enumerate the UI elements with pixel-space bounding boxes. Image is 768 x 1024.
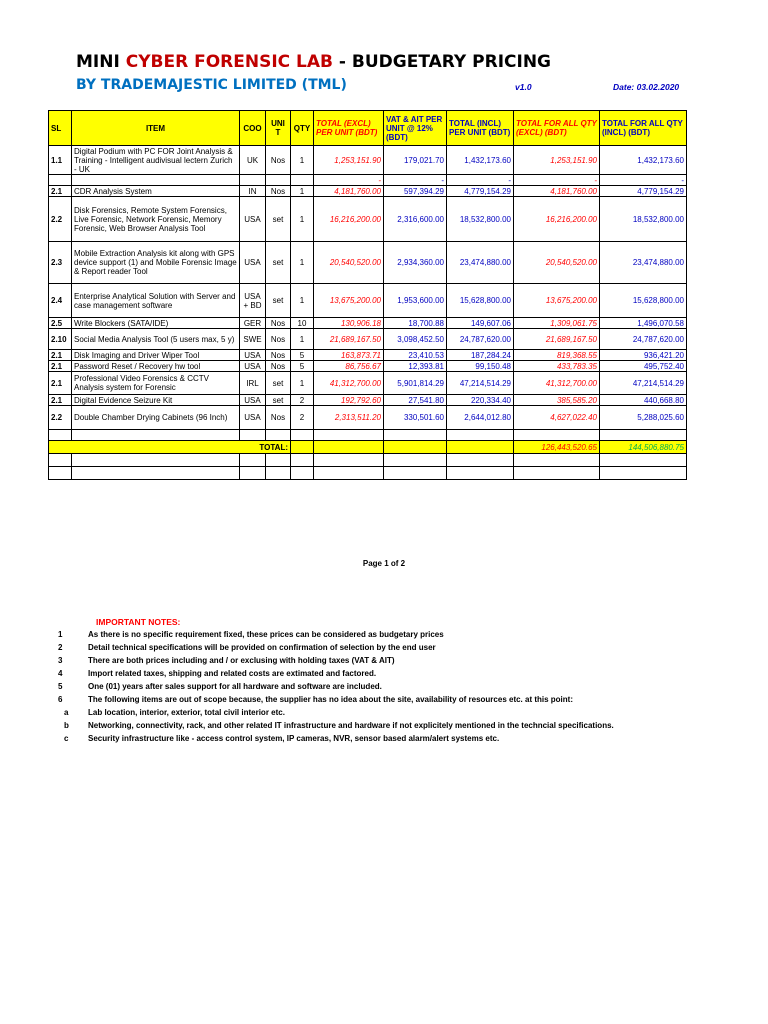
cell-item: Password Reset / Recovery hw tool xyxy=(72,361,240,372)
cell-excl-all: - xyxy=(514,175,600,186)
cell-unit: Nos xyxy=(266,146,291,175)
col-sl: SL xyxy=(49,111,72,146)
cell-sl: 2.1 xyxy=(49,361,72,372)
cell-sl: 2.1 xyxy=(49,395,72,406)
cell-incl-all: 440,668.80 xyxy=(600,395,687,406)
note-number: 3 xyxy=(58,656,63,665)
cell-qty: 1 xyxy=(291,329,314,350)
table-row-empty xyxy=(49,467,687,480)
cell-vat: 597,394.29 xyxy=(384,186,447,197)
cell-excl-unit: 16,216,200.00 xyxy=(314,197,384,242)
cell-excl-unit: 20,540,520.00 xyxy=(314,242,384,284)
cell-vat: 23,410.53 xyxy=(384,350,447,361)
col-excl-all: TOTAL FOR ALL QTY (EXCL) (BDT) xyxy=(514,111,600,146)
cell-excl-all: 4,627,022.40 xyxy=(514,406,600,430)
note-letter: b xyxy=(64,721,69,730)
table-row xyxy=(49,395,687,406)
cell-qty: 10 xyxy=(291,318,314,329)
cell-unit: Nos xyxy=(266,318,291,329)
cell-vat: 18,700.88 xyxy=(384,318,447,329)
cell-unit: set xyxy=(266,284,291,318)
cell-excl-all: 20,540,520.00 xyxy=(514,242,600,284)
cell-incl-unit: 15,628,800.00 xyxy=(447,284,514,318)
table-row xyxy=(49,175,687,186)
table-row xyxy=(49,242,687,284)
cell-incl-unit: 220,334.40 xyxy=(447,395,514,406)
cell-vat: 3,098,452.50 xyxy=(384,329,447,350)
note-text: Detail technical specifications will be provided on confirmation of selection by the end user xyxy=(88,643,436,652)
cell-excl-unit: 1,253,151.90 xyxy=(314,146,384,175)
cell-excl-all: 16,216,200.00 xyxy=(514,197,600,242)
cell-incl-unit: 99,150.48 xyxy=(447,361,514,372)
cell-coo: UK xyxy=(240,146,266,175)
cell-coo: USA xyxy=(240,361,266,372)
table-row xyxy=(49,350,687,361)
cell-vat: 1,953,600.00 xyxy=(384,284,447,318)
cell-excl-all: 1,309,061.75 xyxy=(514,318,600,329)
cell-unit: Nos xyxy=(266,361,291,372)
table-row xyxy=(49,197,687,242)
note-text: One (01) years after sales support for all hardware and software are included. xyxy=(88,682,382,691)
table-row xyxy=(49,329,687,350)
cell-coo: USA xyxy=(240,406,266,430)
note-item xyxy=(58,656,395,665)
version-label: v1.0 xyxy=(515,82,532,92)
page-number: Page 1 of 2 xyxy=(362,559,406,568)
cell-qty: 2 xyxy=(291,395,314,406)
cell-qty: 1 xyxy=(291,146,314,175)
cell-unit: set xyxy=(266,395,291,406)
note-number: 5 xyxy=(58,682,63,691)
cell-sl: 2.10 xyxy=(49,329,72,350)
cell-qty: 1 xyxy=(291,284,314,318)
cell-excl-all: 4,181,760.00 xyxy=(514,186,600,197)
note-number: 6 xyxy=(58,695,63,704)
table-row xyxy=(49,284,687,318)
cell-item: Disk Imaging and Driver Wiper Tool xyxy=(72,350,240,361)
cell-incl-unit: 18,532,800.00 xyxy=(447,197,514,242)
cell-coo: GER xyxy=(240,318,266,329)
cell-unit: Nos xyxy=(266,350,291,361)
note-text: Networking, connectivity, rack, and other related IT infrastructure and hardware if not explicitely mentioned in the techncial specifications. xyxy=(88,721,614,730)
cell-item: Social Media Analysis Tool (5 users max, 5 y) xyxy=(72,329,240,350)
cell-incl-all: 15,628,800.00 xyxy=(600,284,687,318)
cell-vat: 330,501.60 xyxy=(384,406,447,430)
cell-coo: USA xyxy=(240,197,266,242)
cell-incl-all: 1,496,070.58 xyxy=(600,318,687,329)
cell-qty xyxy=(291,175,314,186)
cell-incl-unit: 1,432,173.60 xyxy=(447,146,514,175)
cell-incl-all: 24,787,620.00 xyxy=(600,329,687,350)
cell-item: Digital Podium with PC FOR Joint Analysis & Training - Intelligent audivisual lectern Zurich - UK xyxy=(72,146,240,175)
cell-qty: 1 xyxy=(291,372,314,395)
cell-unit: Nos xyxy=(266,406,291,430)
note-subitem xyxy=(58,708,285,717)
cell-excl-all: 433,783.35 xyxy=(514,361,600,372)
cell-coo: IRL xyxy=(240,372,266,395)
cell-excl-unit: 2,313,511.20 xyxy=(314,406,384,430)
cell-sl: 2.5 xyxy=(49,318,72,329)
total-row xyxy=(49,441,687,454)
note-text: The following items are out of scope because, the supplier has no idea about the site, availability of resources etc. at this point: xyxy=(88,695,573,704)
note-number: 1 xyxy=(58,630,63,639)
cell-vat: 12,393.81 xyxy=(384,361,447,372)
cell-excl-all: 13,675,200.00 xyxy=(514,284,600,318)
note-item xyxy=(58,682,382,691)
note-subitem xyxy=(58,721,614,730)
cell-item xyxy=(72,175,240,186)
cell-excl-all: 385,585.20 xyxy=(514,395,600,406)
cell-excl-unit: 4,181,760.00 xyxy=(314,186,384,197)
pricing-table xyxy=(48,110,687,480)
cell-vat: 179,021.70 xyxy=(384,146,447,175)
cell-incl-unit: 23,474,880.00 xyxy=(447,242,514,284)
cell-incl-unit: 4,779,154.29 xyxy=(447,186,514,197)
cell-coo: USA xyxy=(240,395,266,406)
cell-incl-all: 1,432,173.60 xyxy=(600,146,687,175)
table-row-empty xyxy=(49,454,687,467)
col-item: ITEM xyxy=(72,111,240,146)
total-label: TOTAL: xyxy=(49,441,291,454)
cell-incl-all: 23,474,880.00 xyxy=(600,242,687,284)
cell-excl-unit: 41,312,700.00 xyxy=(314,372,384,395)
cell-excl-unit: 163,873.71 xyxy=(314,350,384,361)
cell-excl-all: 21,689,167.50 xyxy=(514,329,600,350)
cell-qty: 1 xyxy=(291,242,314,284)
note-text: As there is no specific requirement fixed, these prices can be considered as budgetary prices xyxy=(88,630,444,639)
cell-sl: 2.2 xyxy=(49,406,72,430)
cell-item: Disk Forensics, Remote System Forensics, Live Forensic, Network Forensic, Memory Forensic, Web Browser Analysis Tool xyxy=(72,197,240,242)
cell-incl-unit: 47,214,514.29 xyxy=(447,372,514,395)
cell-incl-all: - xyxy=(600,175,687,186)
col-qty: QTY xyxy=(291,111,314,146)
cell-item: Double Chamber Drying Cabinets (96 Inch) xyxy=(72,406,240,430)
cell-sl: 2.1 xyxy=(49,350,72,361)
cell-incl-all: 4,779,154.29 xyxy=(600,186,687,197)
note-text: Lab location, interior, exterior, total civil interior etc. xyxy=(88,708,285,717)
note-number: 2 xyxy=(58,643,63,652)
table-row-empty xyxy=(49,430,687,441)
cell-incl-unit: - xyxy=(447,175,514,186)
cell-vat: 27,541.80 xyxy=(384,395,447,406)
col-incl-all: TOTAL FOR ALL QTY (INCL) (BDT) xyxy=(600,111,687,146)
cell-incl-unit: 149,607.06 xyxy=(447,318,514,329)
cell-excl-unit: 21,689,167.50 xyxy=(314,329,384,350)
table-header-row xyxy=(49,111,687,146)
note-number: 4 xyxy=(58,669,63,678)
note-item xyxy=(58,695,573,704)
cell-vat: - xyxy=(384,175,447,186)
cell-unit: set xyxy=(266,197,291,242)
table-row xyxy=(49,146,687,175)
col-excl-unit: TOTAL (EXCL) PER UNIT (BDT) xyxy=(314,111,384,146)
cell-incl-unit: 24,787,620.00 xyxy=(447,329,514,350)
cell-item: Write Blockers (SATA/IDE) xyxy=(72,318,240,329)
cell-incl-all: 936,421.20 xyxy=(600,350,687,361)
cell-unit: set xyxy=(266,372,291,395)
cell-item: Digital Evidence Seizure Kit xyxy=(72,395,240,406)
cell-excl-all: 41,312,700.00 xyxy=(514,372,600,395)
cell-coo: USA xyxy=(240,350,266,361)
cell-coo xyxy=(240,175,266,186)
title-highlight: CYBER FORENSIC LAB xyxy=(125,52,333,72)
note-text: Import related taxes, shipping and related costs are extimated and factored. xyxy=(88,669,377,678)
cell-sl: 2.4 xyxy=(49,284,72,318)
page-title xyxy=(76,52,551,72)
cell-excl-all: 1,253,151.90 xyxy=(514,146,600,175)
cell-excl-all: 819,368.55 xyxy=(514,350,600,361)
title-prefix: MINI xyxy=(76,52,126,72)
cell-vat: 2,934,360.00 xyxy=(384,242,447,284)
cell-unit: Nos xyxy=(266,329,291,350)
cell-incl-all: 47,214,514.29 xyxy=(600,372,687,395)
cell-vat: 5,901,814.29 xyxy=(384,372,447,395)
table-row xyxy=(49,318,687,329)
cell-qty: 5 xyxy=(291,361,314,372)
cell-qty: 1 xyxy=(291,186,314,197)
cell-qty: 5 xyxy=(291,350,314,361)
cell-sl xyxy=(49,175,72,186)
cell-excl-unit: 192,792.60 xyxy=(314,395,384,406)
cell-sl: 2.1 xyxy=(49,372,72,395)
col-unit: UNI T xyxy=(266,111,291,146)
cell-unit: Nos xyxy=(266,186,291,197)
cell-incl-unit: 187,284.24 xyxy=(447,350,514,361)
note-item xyxy=(58,630,444,639)
cell-excl-unit: 130,906.18 xyxy=(314,318,384,329)
note-text: There are both prices including and / or exclusing with holding taxes (VAT & AIT) xyxy=(88,656,395,665)
page-subtitle: BY TRADEMAJESTIC LIMITED (TML) xyxy=(76,77,347,93)
cell-sl: 2.1 xyxy=(49,186,72,197)
col-incl-unit: TOTAL (INCL) PER UNIT (BDT) xyxy=(447,111,514,146)
cell-unit: set xyxy=(266,242,291,284)
note-letter: a xyxy=(64,708,69,717)
note-text: Security infrastructure like - access control system, IP cameras, NVR, sensor based alarm/alert systems etc. xyxy=(88,734,500,743)
table-row xyxy=(49,186,687,197)
col-vat: VAT & AIT PER UNIT @ 12% (BDT) xyxy=(384,111,447,146)
table-row xyxy=(49,372,687,395)
total-excl: 126,443,520.65 xyxy=(514,441,600,454)
cell-item: CDR Analysis System xyxy=(72,186,240,197)
cell-excl-unit: 86,756.67 xyxy=(314,361,384,372)
cell-coo: SWE xyxy=(240,329,266,350)
cell-qty: 2 xyxy=(291,406,314,430)
cell-unit xyxy=(266,175,291,186)
cell-item: Enterprise Analytical Solution with Server and case management software xyxy=(72,284,240,318)
note-item xyxy=(58,669,376,678)
note-item xyxy=(58,643,436,652)
note-letter: c xyxy=(64,734,69,743)
cell-coo: USA + BD xyxy=(240,284,266,318)
cell-vat: 2,316,600.00 xyxy=(384,197,447,242)
table-row xyxy=(49,406,687,430)
cell-coo: USA xyxy=(240,242,266,284)
cell-item: Professional Video Forensics & CCTV Analysis system for Forensic xyxy=(72,372,240,395)
cell-incl-all: 18,532,800.00 xyxy=(600,197,687,242)
cell-item: Mobile Extraction Analysis kit along with GPS device support (1) and Mobile Forensic Image & Report reader Tool xyxy=(72,242,240,284)
cell-excl-unit: - xyxy=(314,175,384,186)
cell-excl-unit: 13,675,200.00 xyxy=(314,284,384,318)
total-incl: 144,506,880.75 xyxy=(600,441,687,454)
notes-heading: IMPORTANT NOTES: xyxy=(96,617,181,627)
cell-coo: IN xyxy=(240,186,266,197)
table-row xyxy=(49,361,687,372)
title-suffix: - BUDGETARY PRICING xyxy=(333,52,552,72)
cell-sl: 1.1 xyxy=(49,146,72,175)
col-coo: COO xyxy=(240,111,266,146)
cell-sl: 2.2 xyxy=(49,197,72,242)
cell-sl: 2.3 xyxy=(49,242,72,284)
cell-qty: 1 xyxy=(291,197,314,242)
cell-incl-all: 495,752.40 xyxy=(600,361,687,372)
cell-incl-all: 5,288,025.60 xyxy=(600,406,687,430)
cell-incl-unit: 2,644,012.80 xyxy=(447,406,514,430)
date-label: Date: 03.02.2020 xyxy=(613,82,680,92)
note-subitem xyxy=(58,734,499,743)
